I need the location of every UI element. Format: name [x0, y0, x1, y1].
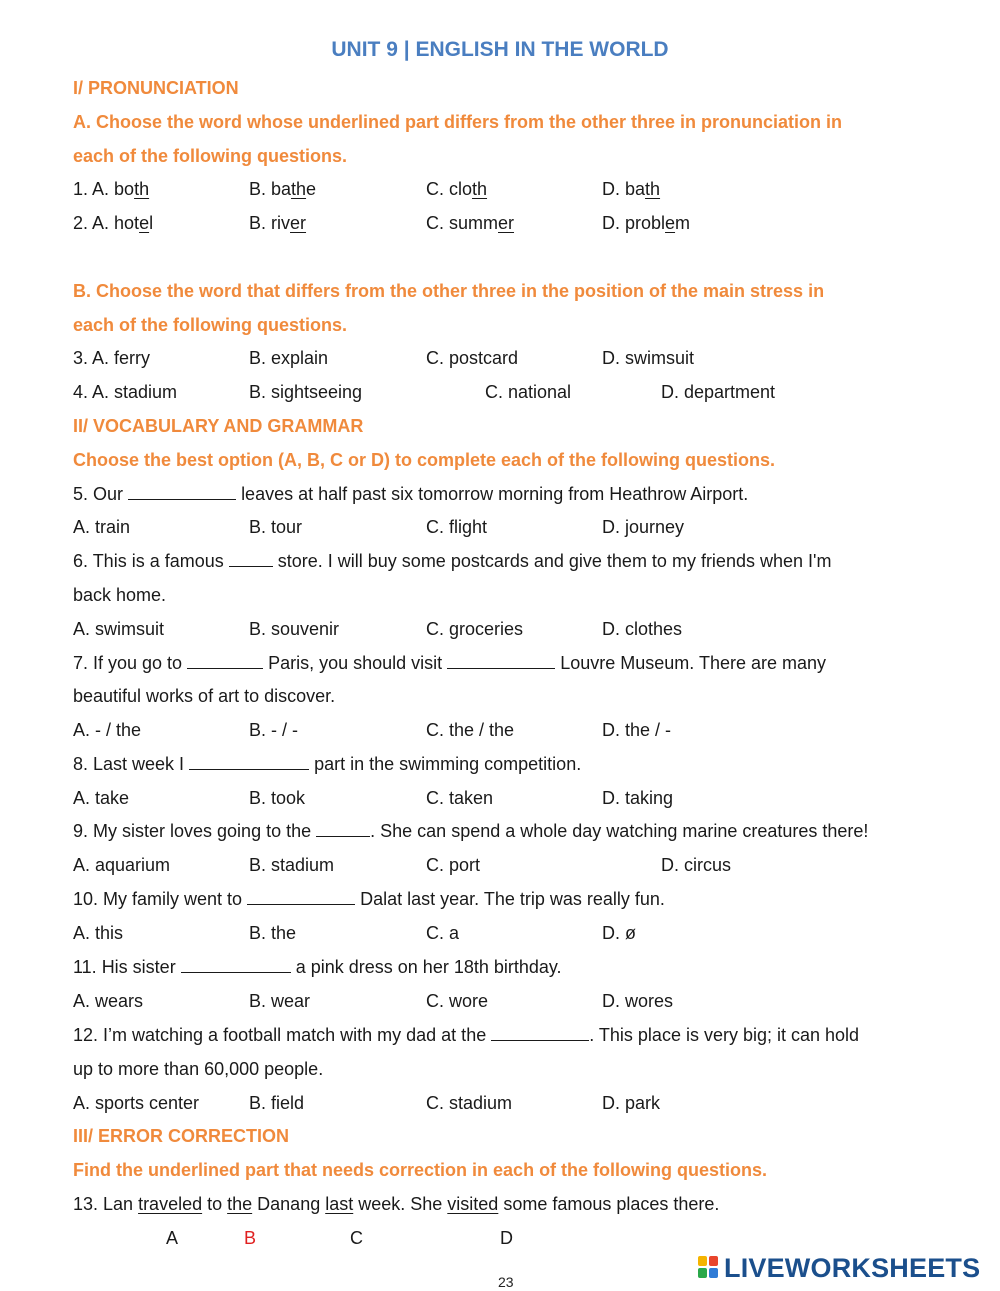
- q8-blank[interactable]: [189, 754, 309, 770]
- q6-option-a[interactable]: A. swimsuit: [73, 619, 165, 639]
- q7-option-d[interactable]: D. the / -: [602, 720, 672, 740]
- q2-option-a[interactable]: 2. A. hotel: [73, 213, 154, 233]
- q5-option-c[interactable]: C. flight: [426, 517, 488, 537]
- instruction-a-line1: A. Choose the word whose underlined part differs from the other three in pronunciation in: [73, 112, 843, 132]
- q5-option-a[interactable]: A. train: [73, 517, 131, 537]
- q3-option-c[interactable]: C. postcard: [426, 348, 519, 368]
- q2-option-d[interactable]: D. problem: [602, 213, 691, 233]
- q11-blank[interactable]: [181, 957, 291, 973]
- q13-part-b[interactable]: the: [227, 1194, 253, 1214]
- q7-stem-line2: beautiful works of art to discover.: [73, 686, 336, 706]
- q12-stem-line2: up to more than 60,000 people.: [73, 1059, 324, 1079]
- q5-option-b[interactable]: B. tour: [249, 517, 303, 537]
- q7-blank-1[interactable]: [187, 653, 263, 669]
- liveworksheets-logo-icon: [698, 1256, 720, 1280]
- page-title: UNIT 9 | ENGLISH IN THE WORLD: [331, 38, 669, 61]
- q6-stem: 6. This is a famous store. I will buy some postcards and give them to my friends when I'm: [73, 551, 832, 571]
- q13-label-d[interactable]: D: [500, 1228, 513, 1248]
- q10-blank[interactable]: [247, 889, 355, 905]
- q1-option-c[interactable]: C. cloth: [426, 179, 488, 199]
- q3-option-a[interactable]: 3. A. ferry: [73, 348, 151, 368]
- q1-option-a[interactable]: 1. A. both: [73, 179, 150, 199]
- q12-option-a[interactable]: A. sports center: [73, 1093, 200, 1113]
- q10-option-a[interactable]: A. this: [73, 923, 124, 943]
- q9-option-b[interactable]: B. stadium: [249, 855, 335, 875]
- q13-label-c[interactable]: C: [350, 1228, 363, 1248]
- q5-blank[interactable]: [128, 484, 236, 500]
- q10-option-b[interactable]: B. the: [249, 923, 297, 943]
- q7-option-a[interactable]: A. - / the: [73, 720, 142, 740]
- q13-part-c[interactable]: last: [325, 1194, 354, 1214]
- q3-option-d[interactable]: D. swimsuit: [602, 348, 695, 368]
- q12-stem: 12. I’m watching a football match with my dad at the . This place is very big; it can hold: [73, 1025, 860, 1045]
- liveworksheets-logo[interactable]: LIVEWORKSHEETS: [724, 1253, 981, 1283]
- q5-option-d[interactable]: D. journey: [602, 517, 685, 537]
- q6-option-c[interactable]: C. groceries: [426, 619, 524, 639]
- q12-option-b[interactable]: B. field: [249, 1093, 305, 1113]
- q12-blank[interactable]: [491, 1025, 589, 1041]
- page-number: 23: [498, 1274, 514, 1290]
- q9-option-d[interactable]: D. circus: [661, 855, 732, 875]
- section-heading-pronunciation: I/ PRONUNCIATION: [73, 78, 239, 98]
- q8-option-d[interactable]: D. taking: [602, 788, 674, 808]
- q6-stem-line2: back home.: [73, 585, 167, 605]
- q4-option-c[interactable]: C. national: [485, 382, 572, 402]
- q13-label-a[interactable]: A: [166, 1228, 179, 1248]
- q8-option-c[interactable]: C. taken: [426, 788, 494, 808]
- q11-option-d[interactable]: D. wores: [602, 991, 674, 1011]
- q1-option-b[interactable]: B. bathe: [249, 179, 317, 199]
- q1-option-d[interactable]: D. bath: [602, 179, 661, 199]
- q11-option-b[interactable]: B. wear: [249, 991, 311, 1011]
- q11-option-c[interactable]: C. wore: [426, 991, 489, 1011]
- q5-stem: 5. Our leaves at half past six tomorrow morning from Heathrow Airport.: [73, 484, 749, 504]
- instruction-a-line2: each of the following questions.: [73, 146, 348, 166]
- section-heading-error-correction: III/ ERROR CORRECTION: [73, 1126, 290, 1146]
- q13-sentence: 13. Lan traveled to the Danang last week. She visited some famous places there.: [73, 1194, 720, 1214]
- q2-option-b[interactable]: B. river: [249, 213, 307, 233]
- q10-stem: 10. My family went to Dalat last year. The trip was really fun.: [73, 889, 665, 909]
- q9-option-c[interactable]: C. port: [426, 855, 481, 875]
- q13-label-b-selected[interactable]: B: [244, 1228, 257, 1248]
- q7-stem: 7. If you go to Paris, you should visit Louvre Museum. There are many: [73, 653, 827, 673]
- q9-blank[interactable]: [316, 821, 370, 837]
- q6-option-d[interactable]: D. clothes: [602, 619, 683, 639]
- q4-option-b[interactable]: B. sightseeing: [249, 382, 363, 402]
- q11-option-a[interactable]: A. wears: [73, 991, 144, 1011]
- q7-option-c[interactable]: C. the / the: [426, 720, 515, 740]
- q9-option-a[interactable]: A. aquarium: [73, 855, 171, 875]
- q3-option-b[interactable]: B. explain: [249, 348, 329, 368]
- q2-option-c[interactable]: C. summer: [426, 213, 515, 233]
- q4-option-a[interactable]: 4. A. stadium: [73, 382, 178, 402]
- q13-part-d[interactable]: visited: [447, 1194, 499, 1214]
- q12-option-d[interactable]: D. park: [602, 1093, 661, 1113]
- q7-option-b[interactable]: B. - / -: [249, 720, 298, 740]
- q7-blank-2[interactable]: [447, 653, 555, 669]
- q12-option-c[interactable]: C. stadium: [426, 1093, 513, 1113]
- instruction-error-correction: Find the underlined part that needs correction in each of the following questions.: [73, 1160, 768, 1180]
- q10-option-d[interactable]: D. ø: [602, 923, 636, 943]
- q8-stem: 8. Last week I part in the swimming competition.: [73, 754, 582, 774]
- q4-option-d[interactable]: D. department: [661, 382, 776, 402]
- q10-option-c[interactable]: C. a: [426, 923, 460, 943]
- q6-option-b[interactable]: B. souvenir: [249, 619, 340, 639]
- instruction-b-line1: B. Choose the word that differs from the other three in the position of the main stress in: [73, 281, 825, 301]
- q13-part-a[interactable]: traveled: [138, 1194, 203, 1214]
- q8-option-b[interactable]: B. took: [249, 788, 306, 808]
- section-heading-vocabulary: II/ VOCABULARY AND GRAMMAR: [73, 416, 364, 436]
- instruction-b-line2: each of the following questions.: [73, 315, 348, 335]
- q6-blank[interactable]: [229, 551, 273, 567]
- q8-option-a[interactable]: A. take: [73, 788, 130, 808]
- q11-stem: 11. His sister a pink dress on her 18th birthday.: [73, 957, 562, 977]
- q9-stem: 9. My sister loves going to the . She can spend a whole day watching marine creatures there!: [73, 821, 869, 841]
- instruction-vocabulary: Choose the best option (A, B, C or D) to complete each of the following questions.: [73, 450, 776, 470]
